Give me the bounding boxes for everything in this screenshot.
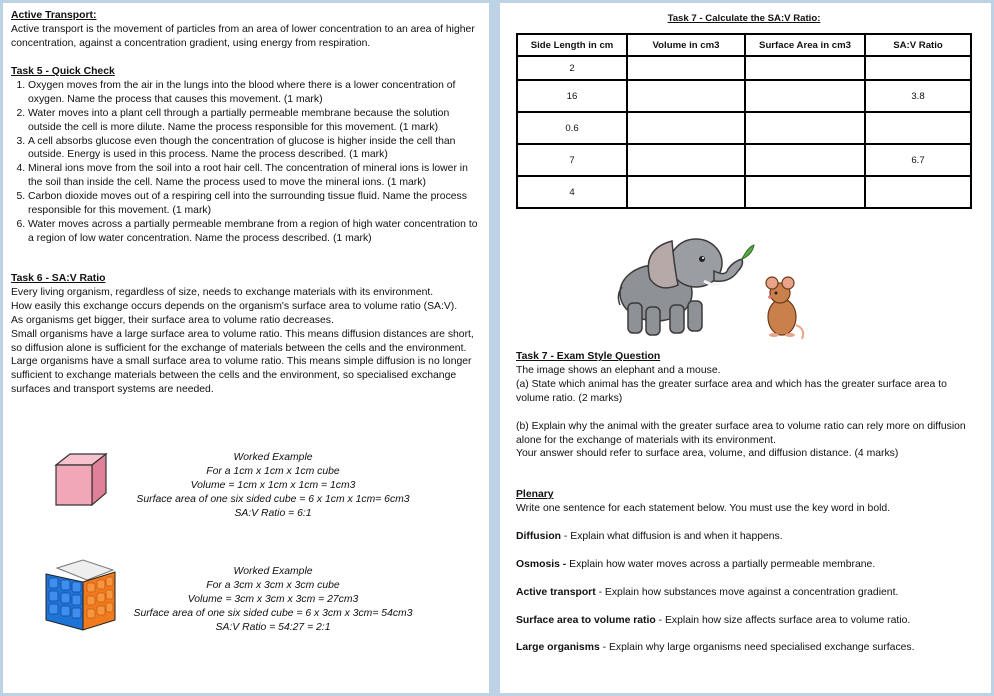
task5-list — [11, 79, 481, 246]
task5-item: 6. Water moves across a partially permeable membrane from a region of high water concentration to a region of low water concentration. Name the process described. (1 mark) — [28, 218, 481, 246]
task6-heading: Task 6 - SA:V Ratio — [11, 273, 106, 284]
example1-line: Volume = 1cm x 1cm x 1cm = 1cm3 — [190, 479, 356, 491]
side-length-cell: 16 — [517, 80, 627, 112]
sav-ratio-cell[interactable] — [865, 176, 971, 208]
surface-area-cell[interactable] — [745, 80, 865, 112]
pink-cube-image — [52, 451, 110, 509]
plenary-text: - Explain how size affects surface area to volume ratio. — [655, 614, 911, 626]
volume-cell[interactable] — [627, 56, 745, 80]
mouse-icon — [766, 277, 803, 339]
sav-ratio-cell: 6.7 — [865, 144, 971, 176]
task7-exam-intro: The image shows an elephant and a mouse. — [516, 364, 721, 376]
plenary-term: Osmosis - — [516, 558, 567, 570]
elephant-icon — [618, 239, 754, 335]
worked-example-2 — [128, 565, 418, 635]
surface-area-cell[interactable] — [745, 56, 865, 80]
sav-header-cell: SA:V Ratio — [865, 34, 971, 56]
example2-line: Worked Example — [233, 566, 313, 577]
plenary-text: - Explain what diffusion is and when it happens. — [561, 530, 783, 542]
surface-area-cell[interactable] — [745, 176, 865, 208]
volume-cell[interactable] — [627, 144, 745, 176]
task6-line: As organisms get bigger, their surface area to volume ratio decreases. — [11, 314, 334, 326]
task5-heading: Task 5 - Quick Check — [11, 66, 115, 77]
surface-area-cell[interactable] — [745, 144, 865, 176]
task6-line: Small organisms have a large surface area to volume ratio. This means diffusion distances are short, so diffusion alone is sufficient for the exchange of materials between the cells and the environment. — [11, 328, 474, 354]
table-row — [517, 144, 971, 176]
active-transport-text: Active transport is the movement of particles from an area of lower concentration to an area of higher concentration, against a concentration gradient, using energy from respiration. — [11, 23, 475, 49]
left-page — [3, 3, 489, 693]
task5-item: 4. Mineral ions move from the soil into a root hair cell. The concentration of mineral ions is lower in the soil than inside the cell. Name the process used to move the mineral ions. (1 mark) — [28, 162, 481, 190]
example1-line: Worked Example — [233, 452, 313, 463]
plenary-text: - Explain why large organisms need specialised exchange surfaces. — [599, 642, 915, 654]
task7-part-a: (a) State which animal has the greater surface area and which has the greater surface area to volume ratio. (2 marks) — [516, 378, 947, 404]
example2-line: SA:V Ratio = 54:27 = 2:1 — [215, 621, 331, 633]
example2-line: For a 3cm x 3cm x 3cm cube — [206, 579, 340, 591]
table-row — [517, 176, 971, 208]
table-row — [517, 56, 971, 80]
table-row — [517, 80, 971, 112]
volume-cell[interactable] — [627, 112, 745, 144]
task7-exam-heading: Task 7 - Exam Style Question — [516, 351, 661, 362]
plenary-item — [516, 614, 976, 628]
task7-exam-section — [516, 350, 976, 461]
example1-line: For a 1cm x 1cm x 1cm cube — [206, 465, 340, 477]
plenary-item — [516, 530, 976, 544]
plenary-heading: Plenary — [516, 489, 554, 500]
task5-item: 5. Carbon dioxide moves out of a respiring cell into the surrounding tissue fluid. Name the process responsible for this movement. (1 mark) — [28, 190, 481, 218]
sav-ratio-cell[interactable] — [865, 112, 971, 144]
elephant-and-mouse-image — [610, 221, 810, 343]
plenary-term: Active transport — [516, 586, 596, 598]
sav-ratio-cell[interactable] — [865, 56, 971, 80]
task5-item: 1. Oxygen moves from the air in the lungs into the blood where there is a lower concentration of oxygen. Name the process that causes this movement. (1 mark) — [28, 79, 481, 107]
task5-item: 3. A cell absorbs glucose even though the concentration of glucose is higher inside the cell than outside. Energy is used in this process. Name the process described. (1 mark) — [28, 135, 481, 163]
plenary-term: Large organisms — [516, 642, 600, 654]
task6-line: Large organisms have a small surface area to volume ratio. This means simple diffusion is no longer sufficient to exchange materials between the cells and the environment, so specialised exchange surfaces and transport systems are needed. — [11, 356, 472, 396]
plenary-text: - Explain how substances move against a concentration gradient. — [595, 586, 899, 598]
plenary-item — [516, 586, 976, 600]
surface-area-cell[interactable] — [745, 112, 865, 144]
sav-ratio-cell: 3.8 — [865, 80, 971, 112]
task7-part-b-guidance: Your answer should refer to surface area, volume, and diffusion distance. (4 marks) — [516, 448, 899, 460]
plenary-item — [516, 558, 976, 572]
task6-section — [11, 272, 481, 397]
table-row — [517, 112, 971, 144]
sav-table — [516, 33, 972, 209]
task5-section — [11, 65, 481, 246]
side-length-cell: 0.6 — [517, 112, 627, 144]
task6-line: Every living organism, regardless of size, needs to exchange materials with its environment. — [11, 286, 434, 298]
active-transport-heading: Active Transport: — [11, 10, 97, 21]
volume-cell[interactable] — [627, 80, 745, 112]
worked-example-1 — [128, 451, 418, 521]
example2-line: Volume = 3cm x 3cm x 3cm = 27cm3 — [187, 593, 359, 605]
sav-header-cell: Surface Area in cm3 — [745, 34, 865, 56]
task5-item: 2. Water moves into a plant cell through a partially permeable membrane because the solution outside the cell is more dilute. Name the process responsible for this movement. (1 mark) — [28, 107, 481, 135]
side-length-cell: 7 — [517, 144, 627, 176]
active-transport-section — [11, 9, 481, 51]
task7-part-b: (b) Explain why the animal with the greater surface area to volume ratio can rely more on diffusion alone for the exchange of materials with its environment. — [516, 420, 966, 446]
sav-table-header-row — [517, 34, 971, 56]
plenary-section — [516, 488, 976, 655]
example1-line: Surface area of one six sided cube = 6 x 1cm x 1cm= 6cm3 — [136, 493, 410, 505]
task6-line: How easily this exchange occurs depends on the organism's surface area to volume ratio (SA:V). — [11, 300, 458, 312]
sav-header-cell: Side Length in cm — [517, 34, 627, 56]
example1-line: SA:V Ratio = 6:1 — [234, 507, 312, 519]
side-length-cell: 2 — [517, 56, 627, 80]
sav-header-cell: Volume in cm3 — [627, 34, 745, 56]
example2-line: Surface area of one six sided cube = 6 x 3cm x 3cm= 54cm3 — [133, 607, 413, 619]
right-page — [500, 3, 991, 693]
plenary-item — [516, 641, 976, 655]
plenary-intro: Write one sentence for each statement below. You must use the key word in bold. — [516, 502, 891, 514]
rubiks-cube-image — [43, 558, 117, 632]
plenary-term: Diffusion — [516, 530, 562, 542]
side-length-cell: 4 — [517, 176, 627, 208]
volume-cell[interactable] — [627, 176, 745, 208]
plenary-text: Explain how water moves across a partially permeable membrane. — [566, 558, 876, 570]
task7-table-title: Task 7 - Calculate the SA:V Ratio: — [667, 13, 821, 24]
plenary-term: Surface area to volume ratio — [516, 614, 656, 626]
